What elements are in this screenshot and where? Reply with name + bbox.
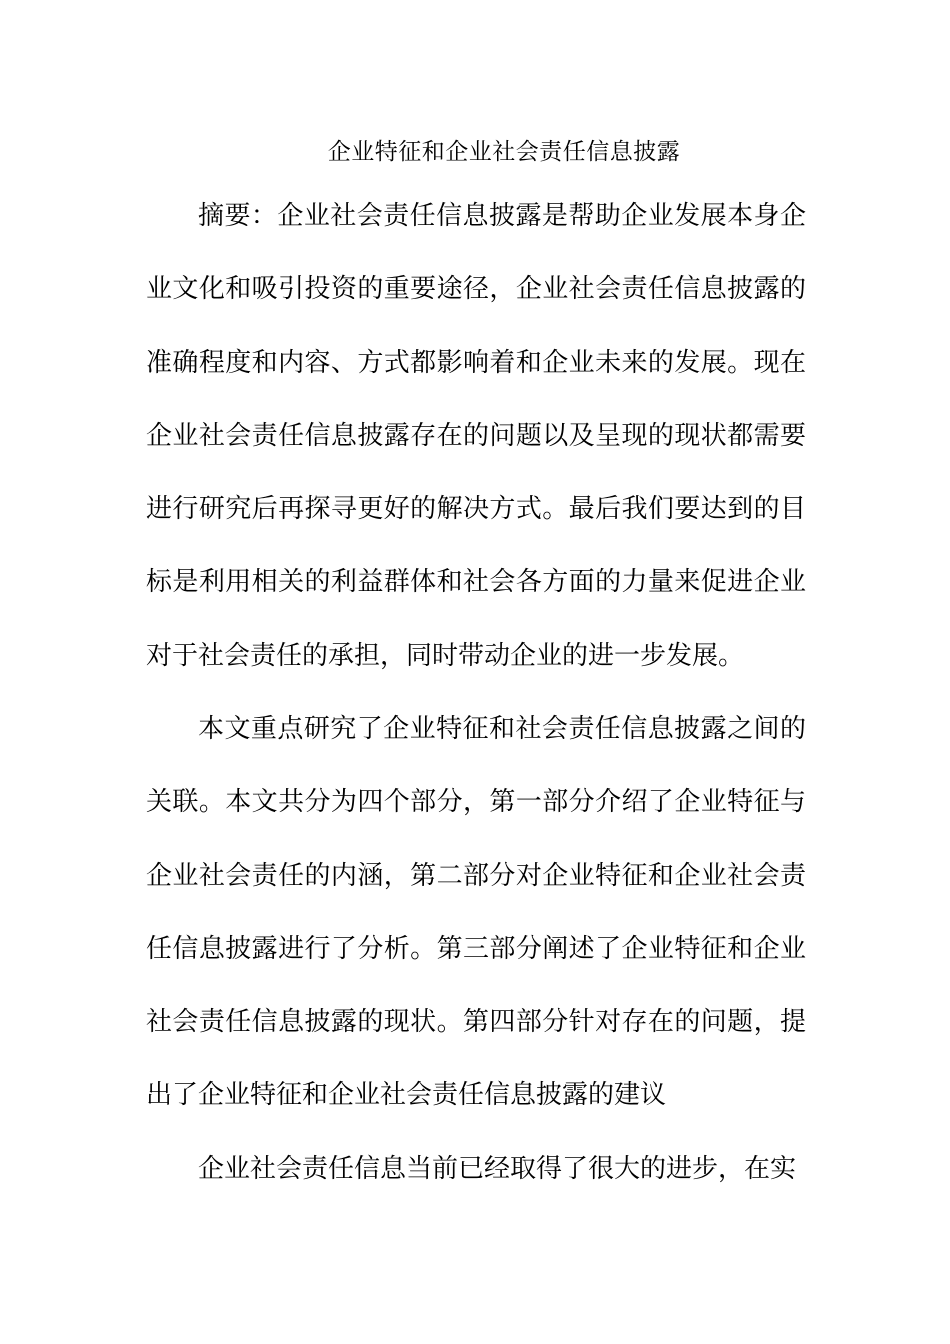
abstract-paragraph: 摘要：企业社会责任信息披露是帮助企业发展本身企业文化和吸引投资的重要途径，企业社会责任信息披露的准确程度和内容、方式都影响着和企业未来的发展。现在企业社会责任信息披露存在的问题以及呈现的现状都需要进行研究后再探寻更好的解决方式。最后我们要达到的目标是利用相关的利益群体和社会各方面的力量来促进企业对于社会责任的承担，同时带动企业的进一步发展。 xyxy=(146,201,806,671)
document-title: 企业特征和企业社会责任信息披露 xyxy=(327,139,681,165)
body-paragraph: 企业社会责任信息当前已经取得了很大的进步，在实 xyxy=(198,1154,797,1184)
body-paragraph: 本文重点研究了企业特征和社会责任信息披露之间的关联。本文共分为四个部分，第一部分介绍了企业特征与企业社会责任的内涵，第二部分对企业特征和企业社会责任信息披露进行了分析。第三部分阐述了企业特征和企业社会责任信息披露的现状。第四部分针对存在的问题，提出了企业特征和企业社会责任信息披露的建议 xyxy=(146,714,806,1111)
